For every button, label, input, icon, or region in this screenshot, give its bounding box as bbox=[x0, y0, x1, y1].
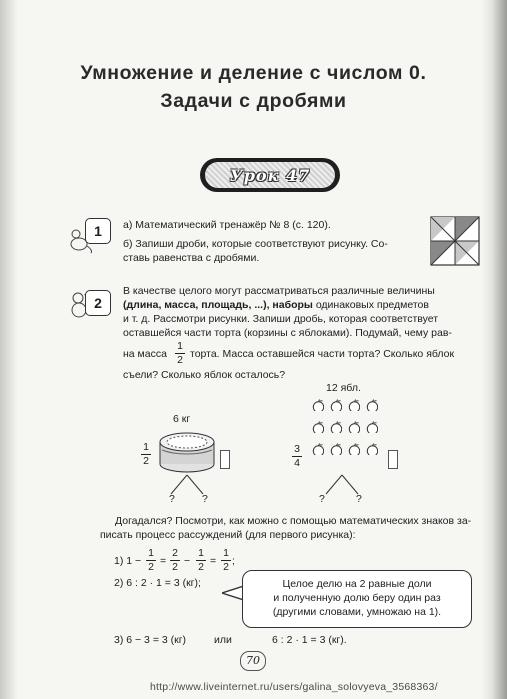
apple-icon bbox=[312, 421, 324, 433]
task-1-badge bbox=[65, 216, 115, 246]
task2-reasoning-line2: писать процесс рассуждений (для первого рисунка): bbox=[100, 529, 356, 541]
page-title-line2: Задачи с дробями bbox=[160, 90, 347, 112]
cake-mass-label: 6 кг bbox=[173, 413, 191, 425]
apple-icon bbox=[366, 421, 378, 433]
step1-fraction-4: 1 2 bbox=[221, 548, 231, 573]
fraction-one-half-inline: 1 2 bbox=[175, 341, 185, 366]
apple-icon bbox=[330, 399, 342, 411]
apple-icon bbox=[330, 421, 342, 433]
step1-semicolon: ; bbox=[232, 555, 235, 567]
task1-line-a: а) Математический тренажёр № 8 (с. 120). bbox=[123, 219, 331, 231]
step1-equals-1: = bbox=[160, 555, 167, 567]
lesson-badge-text: Урок 47 bbox=[229, 166, 311, 185]
page-number: 70 bbox=[240, 651, 266, 671]
apple-icon bbox=[312, 443, 324, 455]
apples-fraction-three-quarters: 3 4 bbox=[292, 444, 302, 469]
apple-icon bbox=[348, 443, 360, 455]
cake-question-right: ? bbox=[202, 493, 208, 505]
apples-question-left: ? bbox=[319, 493, 325, 505]
task1-line-b2: ставь равенства с дробями. bbox=[123, 252, 260, 264]
cake-arrows bbox=[157, 474, 217, 496]
step3-or: или bbox=[214, 634, 232, 646]
lesson-badge bbox=[200, 158, 340, 192]
task2-text-line2: (длина, масса, площадь, ...), наборы одинаковых предметов bbox=[123, 299, 429, 311]
step1-fraction-3: 1 2 bbox=[196, 548, 206, 573]
apples-answer-box[interactable] bbox=[388, 450, 398, 469]
task2-text-line6: съели? Сколько яблок осталось? bbox=[123, 369, 286, 381]
apples-question-right: ? bbox=[356, 493, 362, 505]
apple-icon bbox=[366, 399, 378, 411]
step1-equals-2: = bbox=[210, 555, 217, 567]
apples-count-label: 12 ябл. bbox=[326, 382, 361, 394]
step3: 3) 6 − 3 = 3 (кг) bbox=[114, 634, 187, 646]
task-2-badge bbox=[65, 288, 115, 318]
step1-minus: − bbox=[184, 555, 191, 567]
cake-fraction-one-half: 1 2 bbox=[141, 442, 151, 467]
cake-question-left: ? bbox=[169, 493, 175, 505]
page-title-line1: Умножение и деление с числом 0. bbox=[80, 62, 427, 84]
step1-fraction-2: 2 2 bbox=[170, 548, 180, 573]
step3-alternative: 6 : 2 · 1 = 3 (кг). bbox=[272, 634, 347, 646]
task2-text-line4: оставшейся части торта (корзины с яблоками). Подумай, чему рав- bbox=[123, 327, 452, 339]
task2-text-line5a: на масса bbox=[123, 348, 167, 360]
cake-answer-box[interactable] bbox=[220, 450, 230, 469]
footer-url: http://www.liveinternet.ru/users/galina_solovyeva_3568363/ bbox=[150, 681, 438, 693]
step1-prefix: 1) 1 − bbox=[114, 555, 142, 567]
task-number-1: 1 bbox=[85, 218, 111, 244]
bubble-line1: Целое делю на 2 равные доли bbox=[282, 578, 432, 590]
cake-picture bbox=[157, 428, 217, 474]
step1-fraction-1: 1 2 bbox=[146, 548, 156, 573]
task2-text-line5b: торта. Масса оставшейся части торта? Сколько яблок bbox=[190, 348, 455, 360]
apple-icon bbox=[348, 421, 360, 433]
bubble-line3: (другими словами, умножаю на 1). bbox=[272, 606, 442, 618]
fraction-square-figure bbox=[430, 216, 480, 266]
step2: 2) 6 : 2 · 1 = 3 (кг); bbox=[114, 577, 201, 589]
apple-icon bbox=[366, 443, 378, 455]
task2-text-line3: и т. д. Рассмотри рисунки. Запиши дробь, которая соответствует bbox=[123, 313, 439, 325]
task1-line-b1: б) Запиши дроби, которые соответствуют рисунку. Со- bbox=[123, 238, 388, 250]
task2-reasoning-line1: Догадался? Посмотри, как можно с помощью математических знаков за- bbox=[115, 515, 472, 527]
apple-icon bbox=[312, 399, 324, 411]
apple-icon bbox=[330, 443, 342, 455]
bubble-line2: и полученную долю беру один раз bbox=[273, 592, 441, 604]
apple-icon bbox=[348, 399, 360, 411]
task2-text-line1: В качестве целого могут рассматриваться различные величины bbox=[123, 285, 435, 297]
speech-bubble bbox=[242, 570, 472, 628]
task-number-2: 2 bbox=[85, 290, 111, 316]
